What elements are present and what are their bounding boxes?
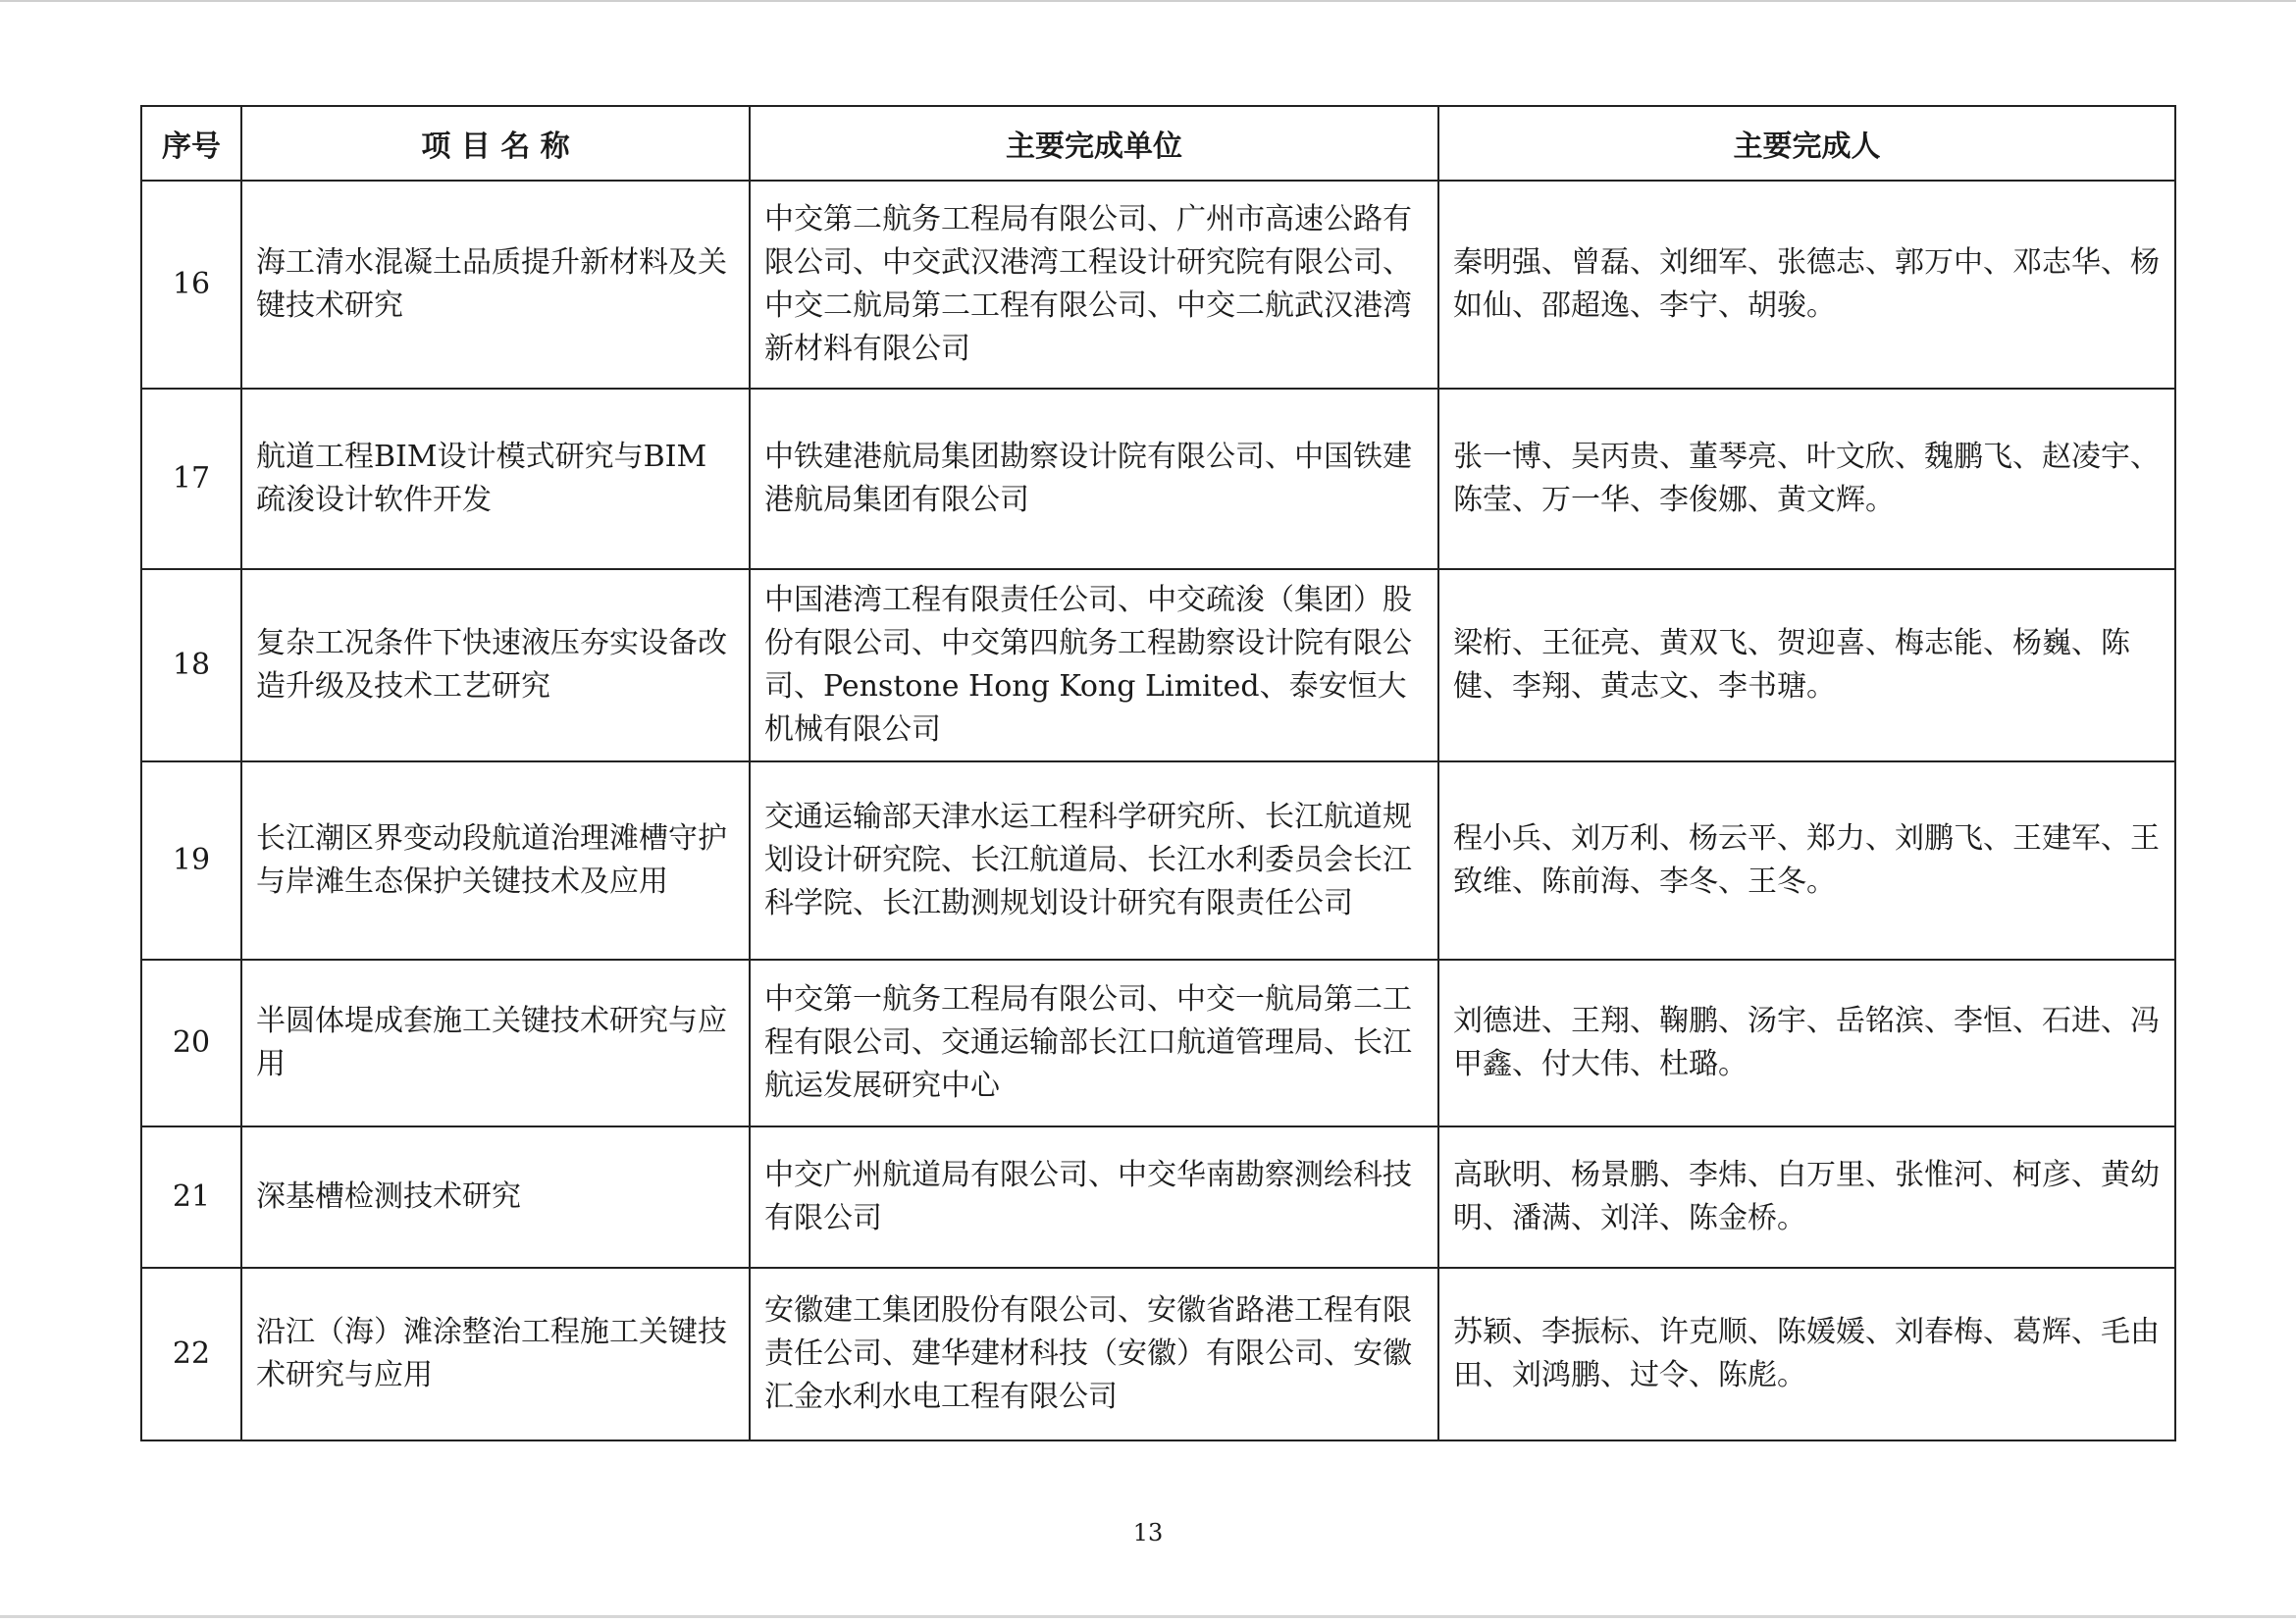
scan-edge-bottom (0, 1615, 2296, 1618)
row-main-people: 张一博、吴丙贵、董琴亮、叶文欣、魏鹏飞、赵凌宇、陈莹、万一华、李俊娜、黄文辉。 (1438, 389, 2175, 569)
table-row (141, 1268, 2175, 1440)
table-row (141, 181, 2175, 389)
header-main-units: 主要完成单位 (750, 106, 1438, 181)
row-main-units: 安徽建工集团股份有限公司、安徽省路港工程有限责任公司、建华建材科技（安徽）有限公司、安徽汇金水利水电工程有限公司 (750, 1268, 1438, 1440)
row-main-units: 中铁建港航局集团勘察设计院有限公司、中国铁建港航局集团有限公司 (750, 389, 1438, 569)
row-index: 16 (141, 181, 241, 389)
row-main-units: 中交第二航务工程局有限公司、广州市高速公路有限公司、中交武汉港湾工程设计研究院有限公司、中交二航局第二工程有限公司、中交二航武汉港湾新材料有限公司 (750, 181, 1438, 389)
row-project-name: 半圆体堤成套施工关键技术研究与应用 (241, 960, 750, 1126)
row-main-people: 梁桁、王征亮、黄双飞、贺迎喜、梅志能、杨巍、陈健、李翔、黄志文、李书瑭。 (1438, 569, 2175, 761)
header-row (141, 106, 2175, 181)
row-main-people: 程小兵、刘万利、杨云平、郑力、刘鹏飞、王建军、王致维、陈前海、李冬、王冬。 (1438, 761, 2175, 960)
row-main-units: 交通运输部天津水运工程科学研究所、长江航道规划设计研究院、长江航道局、长江水利委员会长江科学院、长江勘测规划设计研究有限责任公司 (750, 761, 1438, 960)
row-project-name: 航道工程BIM设计模式研究与BIM疏浚设计软件开发 (241, 389, 750, 569)
table-row (141, 960, 2175, 1126)
row-main-people: 高耿明、杨景鹏、李炜、白万里、张惟河、柯彦、黄幼明、潘满、刘洋、陈金桥。 (1438, 1126, 2175, 1268)
table-row (141, 1126, 2175, 1268)
header-index: 序号 (141, 106, 241, 181)
row-main-units: 中国港湾工程有限责任公司、中交疏浚（集团）股份有限公司、中交第四航务工程勘察设计院有限公司、Penstone Hong Kong Limited、泰安恒大机械有限公司 (750, 569, 1438, 761)
row-main-units: 中交第一航务工程局有限公司、中交一航局第二工程有限公司、交通运输部长江口航道管理局、长江航运发展研究中心 (750, 960, 1438, 1126)
row-main-people: 刘德进、王翔、鞠鹏、汤宇、岳铭滨、李恒、石进、冯甲鑫、付大伟、杜璐。 (1438, 960, 2175, 1126)
row-project-name: 深基槽检测技术研究 (241, 1126, 750, 1268)
row-index: 21 (141, 1126, 241, 1268)
header-project-name: 项 目 名 称 (241, 106, 750, 181)
row-project-name: 复杂工况条件下快速液压夯实设备改造升级及技术工艺研究 (241, 569, 750, 761)
page-number: 13 (1132, 1519, 1164, 1546)
row-index: 22 (141, 1268, 241, 1440)
row-main-units: 中交广州航道局有限公司、中交华南勘察测绘科技有限公司 (750, 1126, 1438, 1268)
table-header (141, 106, 2175, 181)
row-project-name: 海工清水混凝土品质提升新材料及关键技术研究 (241, 181, 750, 389)
table-row (141, 569, 2175, 761)
table-row (141, 761, 2175, 960)
scan-edge-top (0, 0, 2296, 2)
row-index: 18 (141, 569, 241, 761)
row-index: 19 (141, 761, 241, 960)
header-main-people: 主要完成人 (1438, 106, 2175, 181)
row-index: 20 (141, 960, 241, 1126)
row-project-name: 长江潮区界变动段航道治理滩槽守护与岸滩生态保护关键技术及应用 (241, 761, 750, 960)
table-row (141, 389, 2175, 569)
row-main-people: 秦明强、曾磊、刘细军、张德志、郭万中、邓志华、杨如仙、邵超逸、李宁、胡骏。 (1438, 181, 2175, 389)
row-index: 17 (141, 389, 241, 569)
awards-table (140, 105, 2176, 1441)
row-project-name: 沿江（海）滩涂整治工程施工关键技术研究与应用 (241, 1268, 750, 1440)
table-body (141, 181, 2175, 1440)
row-main-people: 苏颖、李振标、许克顺、陈媛媛、刘春梅、葛辉、毛由田、刘鸿鹏、过令、陈彪。 (1438, 1268, 2175, 1440)
